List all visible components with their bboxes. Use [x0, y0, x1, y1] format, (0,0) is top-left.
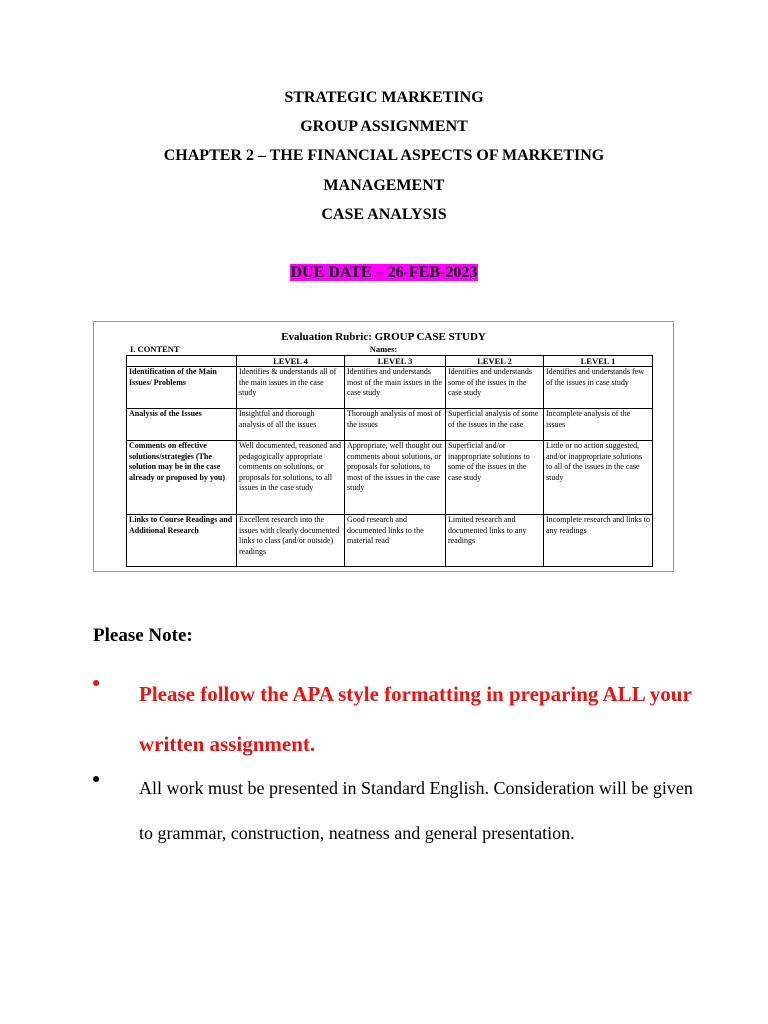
title-line-4: MANAGEMENT: [323, 177, 445, 194]
rubric-criterion: Analysis of the Issues: [127, 409, 237, 441]
rubric-cell: Thorough analysis of most of the issues: [345, 409, 446, 441]
rubric-cell: Superficial analysis of some of the issues in the case: [446, 409, 544, 441]
rubric-cell: Identifies & understands all of the main issues in the case study: [237, 367, 345, 409]
bullet-apa-formatting: Please follow the APA style formatting in preparing ALL your written assignment.: [139, 682, 692, 756]
rubric-criterion: Identification of the Main Issues/ Problems: [127, 367, 237, 409]
rubric-row: [127, 515, 653, 567]
bullet-dot-icon: ●: [92, 772, 101, 787]
rubric-cell: Well documented, reasoned and pedagogically appropriate comments on solutions, or proposals for solutions, to all issues in the case study: [237, 441, 345, 515]
title-line-1: STRATEGIC MARKETING: [284, 89, 484, 106]
rubric-col-header: LEVEL 1: [544, 356, 653, 367]
rubric-cell: Superficial and/or inappropriate solutions to some of the issues in the case study: [446, 441, 544, 515]
rubric-names-label: Names:: [369, 344, 398, 354]
rubric-col-header: LEVEL 2: [446, 356, 544, 367]
rubric-cell: Good research and documented links to the material read: [345, 515, 446, 567]
rubric-title: Evaluation Rubric: GROUP CASE STUDY: [281, 331, 486, 343]
rubric-cell: Identifies and understands some of the issues in the case study: [446, 367, 544, 409]
title-line-2: GROUP ASSIGNMENT: [300, 118, 468, 135]
rubric-cell: Identifies and understands most of the main issues in the case study: [345, 367, 446, 409]
rubric-row: [127, 367, 653, 409]
rubric-row: [127, 409, 653, 441]
rubric-cell: Incomplete research and links to any readings: [544, 515, 653, 567]
rubric-cell: Identifies and understands few of the issues in case study: [544, 367, 653, 409]
bullet-dot-icon: ●: [92, 676, 101, 691]
rubric-criterion: Links to Course Readings and Additional Research: [127, 515, 237, 567]
bullet-standard-english: All work must be presented in Standard English. Consideration will be given to grammar, construction, neatness and general presentation.: [139, 778, 693, 843]
due-date-block: [0, 263, 768, 283]
rubric-section-label: I. CONTENT: [130, 344, 180, 354]
rubric-col-header: LEVEL 4: [237, 356, 345, 367]
rubric-cell: Limited research and documented links to any readings: [446, 515, 544, 567]
rubric-col-header: [127, 356, 237, 367]
rubric-cell: Insightful and thorough analysis of all the issues: [237, 409, 345, 441]
due-date: DUE DATE – 26-FEB-2023: [290, 264, 478, 281]
rubric-cell: Excellent research into the issues with clearly documented links to class (and/or outside) readings: [237, 515, 345, 567]
title-line-3: CHAPTER 2 – THE FINANCIAL ASPECTS OF MARKETING: [163, 147, 605, 164]
rubric-col-header: LEVEL 3: [345, 356, 446, 367]
please-note-heading: Please Note:: [93, 625, 193, 646]
evaluation-rubric-image: [93, 321, 674, 572]
rubric-cell: Incomplete analysis of the issues: [544, 409, 653, 441]
rubric-header-row: [127, 356, 653, 367]
rubric-cell: Little or no action suggested, and/or inappropriate solutions to all of the issues in the case study: [544, 441, 653, 515]
rubric-cell: Appropriate, well thought out comments about solutions, or proposals for solutions, to most of the issues in the case study: [345, 441, 446, 515]
rubric-row: [127, 441, 653, 515]
rubric-table: [126, 355, 653, 567]
title-line-5: CASE ANALYSIS: [321, 206, 447, 223]
rubric-criterion: Comments on effective solutions/strategies (The solution may be in the case already or proposed by you): [127, 441, 237, 515]
